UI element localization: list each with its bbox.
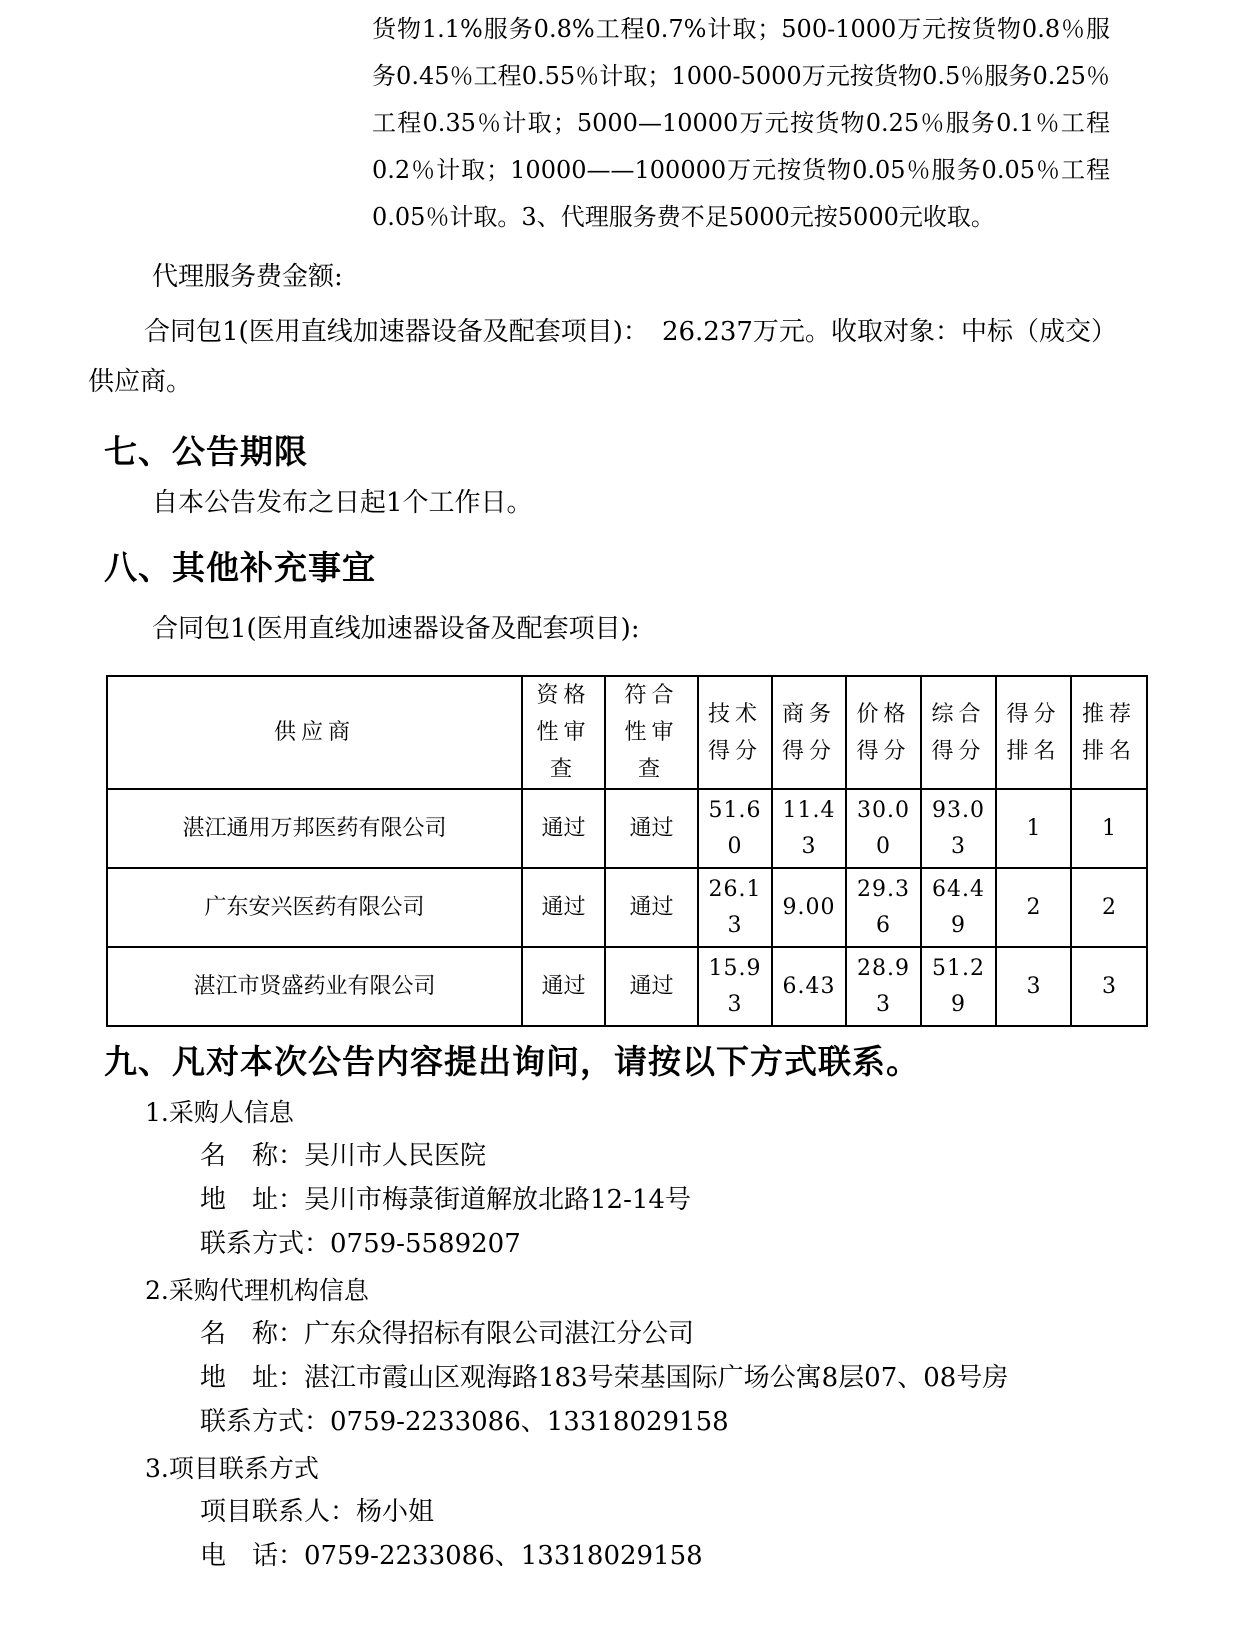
project-contact-person-line <box>200 1494 1241 1531</box>
cell-comprehensive-score: 51.29 <box>921 947 996 1026</box>
contact-label: 联系方式： <box>200 1229 331 1259</box>
agency-address-line <box>200 1360 1241 1397</box>
cell-conformity: 通过 <box>605 789 698 868</box>
purchaser-address-line <box>200 1182 1241 1219</box>
contact-value: 杨小姐 <box>356 1497 435 1527</box>
cell-score-rank: 3 <box>996 947 1071 1026</box>
contact-value: 0759-5589207 <box>330 1229 521 1259</box>
header-conformity-review: 符合性审查 <box>605 676 698 789</box>
cell-price-score: 29.36 <box>846 868 921 947</box>
contact-value: 吴川市人民医院 <box>304 1141 487 1171</box>
cell-score-rank: 1 <box>996 789 1071 868</box>
section-heading-8: 八、其他补充事宜 <box>104 548 376 587</box>
contact-value: 0759-2233086、13318029158 <box>330 1407 729 1437</box>
header-business-score: 商务得分 <box>772 676 846 789</box>
contact-label: 名 称： <box>200 1141 305 1171</box>
cell-technical-score: 26.13 <box>698 868 772 947</box>
header-technical-score: 技术得分 <box>698 676 772 789</box>
header-recommend-rank: 推荐排名 <box>1071 676 1147 789</box>
header-comprehensive-score: 综合得分 <box>921 676 996 789</box>
cell-qualification: 通过 <box>522 789 605 868</box>
purchaser-info-heading: 1.采购人信息 <box>145 1098 294 1127</box>
cell-conformity: 通过 <box>605 947 698 1026</box>
supplier-row-2 <box>107 868 1147 947</box>
cell-qualification: 通过 <box>522 947 605 1026</box>
cell-technical-score: 51.60 <box>698 789 772 868</box>
cell-business-score: 11.43 <box>772 789 846 868</box>
header-qualification-review: 资格性审查 <box>522 676 605 789</box>
contact-label: 地 址： <box>200 1185 305 1215</box>
cell-supplier: 湛江通用万邦医药有限公司 <box>107 789 522 868</box>
contact-value: 湛江市霞山区观海路183号荣基国际广场公寓8层07、08号房 <box>304 1363 1009 1393</box>
agency-info-heading: 2.采购代理机构信息 <box>145 1276 369 1305</box>
cell-business-score: 6.43 <box>772 947 846 1026</box>
evaluation-table <box>106 675 1148 1027</box>
fee-amount-detail: 合同包1(医用直线加速器设备及配套项目)： 26.237万元。收取对象：中标（成交）供应商。 <box>88 317 1104 397</box>
fee-amount-label: 代理服务费金额: <box>152 262 343 292</box>
contact-label: 地 址： <box>200 1363 305 1393</box>
cell-recommend-rank: 1 <box>1071 789 1147 868</box>
project-contact-heading: 3.项目联系方式 <box>145 1454 319 1483</box>
section-heading-9: 九、凡对本次公告内容提出询问，请按以下方式联系。 <box>104 1042 920 1081</box>
cell-technical-score: 15.93 <box>698 947 772 1026</box>
contact-label: 项目联系人： <box>200 1497 357 1527</box>
cell-qualification: 通过 <box>522 868 605 947</box>
supplier-row-1 <box>107 789 1147 868</box>
cell-supplier: 湛江市贤盛药业有限公司 <box>107 947 522 1026</box>
header-price-score: 价格得分 <box>846 676 921 789</box>
agency-name-line <box>200 1316 1241 1353</box>
cell-recommend-rank: 2 <box>1071 868 1147 947</box>
fee-clause-paragraph: 货物1.1%服务0.8%工程0.7%计取；500-1000万元按货物0.8％服务0.45％工程0.55％计取；1000-5000万元按货物0.5％服务0.25％工程0.35％计取；5000—10000万元按货物0.25％服务0.1％工程0.2％计取；10000——100000万元按货物0.05％服务0.05％工程0.05％计取。3、代理服务费不足5000元按5000元收取。 <box>372 15 1110 231</box>
header-supplier: 供应商 <box>107 676 522 789</box>
section-heading-7: 七、公告期限 <box>104 432 308 471</box>
contact-value: 0759-2233086、13318029158 <box>304 1541 703 1571</box>
table-header-row <box>107 676 1147 789</box>
contact-value: 广东众得招标有限公司湛江分公司 <box>304 1319 695 1349</box>
header-score-rank: 得分排名 <box>996 676 1071 789</box>
cell-recommend-rank: 3 <box>1071 947 1147 1026</box>
contact-label: 电 话： <box>200 1541 305 1571</box>
supplier-row-3 <box>107 947 1147 1026</box>
section-7-body: 自本公告发布之日起1个工作日。 <box>152 488 533 518</box>
cell-conformity: 通过 <box>605 868 698 947</box>
contact-value: 吴川市梅菉街道解放北路12-14号 <box>304 1185 691 1215</box>
cell-business-score: 9.00 <box>772 868 846 947</box>
project-phone-line <box>200 1538 1241 1575</box>
cell-price-score: 28.93 <box>846 947 921 1026</box>
cell-score-rank: 2 <box>996 868 1071 947</box>
cell-supplier: 广东安兴医药有限公司 <box>107 868 522 947</box>
cell-price-score: 30.00 <box>846 789 921 868</box>
section-8-intro: 合同包1(医用直线加速器设备及配套项目): <box>152 614 640 644</box>
cell-comprehensive-score: 64.49 <box>921 868 996 947</box>
purchaser-phone-line <box>200 1226 1241 1263</box>
contact-label: 名 称： <box>200 1319 305 1349</box>
cell-comprehensive-score: 93.03 <box>921 789 996 868</box>
contact-label: 联系方式： <box>200 1407 331 1437</box>
agency-phone-line <box>200 1404 1241 1441</box>
purchaser-name-line <box>200 1138 1241 1175</box>
